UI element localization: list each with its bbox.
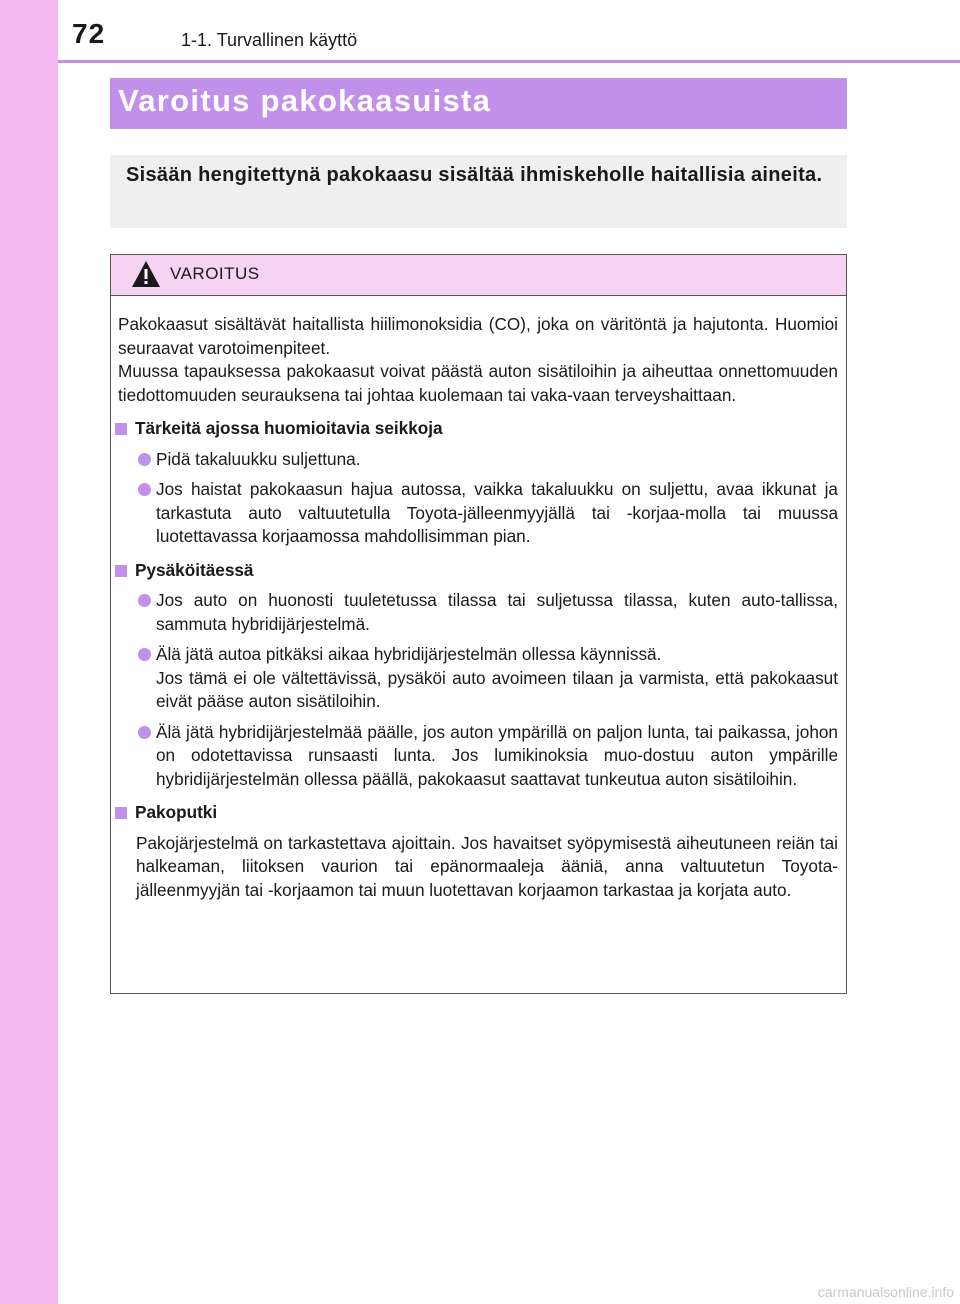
round-bullet-icon	[138, 648, 151, 661]
list-item-text: Jos auto on huonosti tuuletetussa tilassa tai suljetussa tilassa, kuten auto-tallissa, sammuta hybridijärjestelmä.	[156, 590, 838, 634]
warning-label: VAROITUS	[170, 264, 260, 283]
page-number: 72	[72, 18, 106, 49]
list-item	[136, 448, 838, 472]
round-bullet-icon	[138, 483, 151, 496]
square-bullet-icon	[115, 565, 127, 577]
exhaust-pipe-text: Pakojärjestelmä on tarkastettava ajoittain. Jos havaitset syöpymisestä aiheutuneen reiän tai halkeaman, liitoksen vaurion tai epänormaaleja ääniä, anna valtuutetun Toyota-jälleenmyyjän tai -korjaamon tai muun luotettavan korjaamon tarkastaa ja korjata auto.	[136, 832, 838, 900]
intro-text: Sisään hengitettynä pakokaasu sisältää ihmiskeholle haitallisia aineita.	[126, 164, 823, 186]
warning-box	[110, 254, 847, 994]
section-heading-parking	[114, 559, 838, 583]
section-reference: 1-1. Turvallinen käyttö	[181, 30, 358, 50]
side-color-strip	[0, 0, 58, 1304]
list-item	[136, 589, 838, 636]
section-heading-text: Tärkeitä ajossa huomioitavia seikkoja	[135, 418, 443, 438]
intro-box	[110, 155, 847, 228]
title-bar	[110, 78, 847, 129]
section-heading-text: Pakoputki	[135, 802, 218, 822]
round-bullet-icon	[138, 594, 151, 607]
list-item	[136, 478, 838, 549]
list-item-text: Älä jätä autoa pitkäksi aikaa hybridijärjestelmän ollessa käynnissä.	[156, 644, 662, 664]
section-heading-driving	[114, 417, 838, 441]
page-title: Varoitus pakokaasuista	[118, 83, 492, 118]
square-bullet-icon	[115, 807, 127, 819]
header-divider	[58, 60, 960, 63]
footer-watermark: carmanualsonline.info	[817, 1284, 954, 1300]
warning-paragraph-2: Muussa tapauksessa pakokaasut voivat päästä auton sisätiloihin ja aiheuttaa onnettomuuden tiedottomuuden seurauksena tai johtaa kuolemaan tai vaka-vaan terveyshaittaan.	[118, 361, 838, 405]
square-bullet-icon	[115, 423, 127, 435]
list-item-text: Jos haistat pakokaasun hajua autossa, vaikka takaluukku on suljettu, avaa ikkunat ja tarkastuta auto valtuutetulla Toyota-jälleenmyyjällä tai -korjaa-molla tai muussa luotettavassa korjaamossa mahdollisimman pian.	[156, 479, 838, 546]
list-item-text: Älä jätä hybridijärjestelmää päälle, jos auton ympärillä on paljon lunta, tai paikassa, johon on odotettavissa runsaasti lunta. Jos lumikinoksia muo-dostuu auton ympärille hybridijärjestelmän ollessa päällä, pakokaasut saattavat tunkeutua auton sisätiloihin.	[156, 721, 838, 789]
warning-paragraph-1: Pakokaasut sisältävät haitallista hiilimonoksidia (CO), joka on väritöntä ja hajutonta. Huomioi seuraavat varotoimenpiteet.	[118, 314, 838, 358]
list-item	[136, 721, 838, 792]
list-item	[136, 643, 838, 714]
list-item-text: Pidä takaluukku suljettuna.	[156, 448, 361, 469]
warning-body	[111, 296, 846, 902]
warning-triangle-icon	[131, 260, 161, 288]
list-item-continuation: Jos tämä ei ole vältettävissä, pysäköi auto avoimeen tilaan ja varmista, että pakokaasut eivät pääse auton sisätiloihin.	[156, 667, 838, 711]
round-bullet-icon	[138, 453, 151, 466]
warning-header	[111, 255, 846, 296]
round-bullet-icon	[138, 726, 151, 739]
section-heading-text: Pysäköitäessä	[135, 559, 254, 580]
section-heading-exhaust-pipe	[114, 801, 838, 825]
